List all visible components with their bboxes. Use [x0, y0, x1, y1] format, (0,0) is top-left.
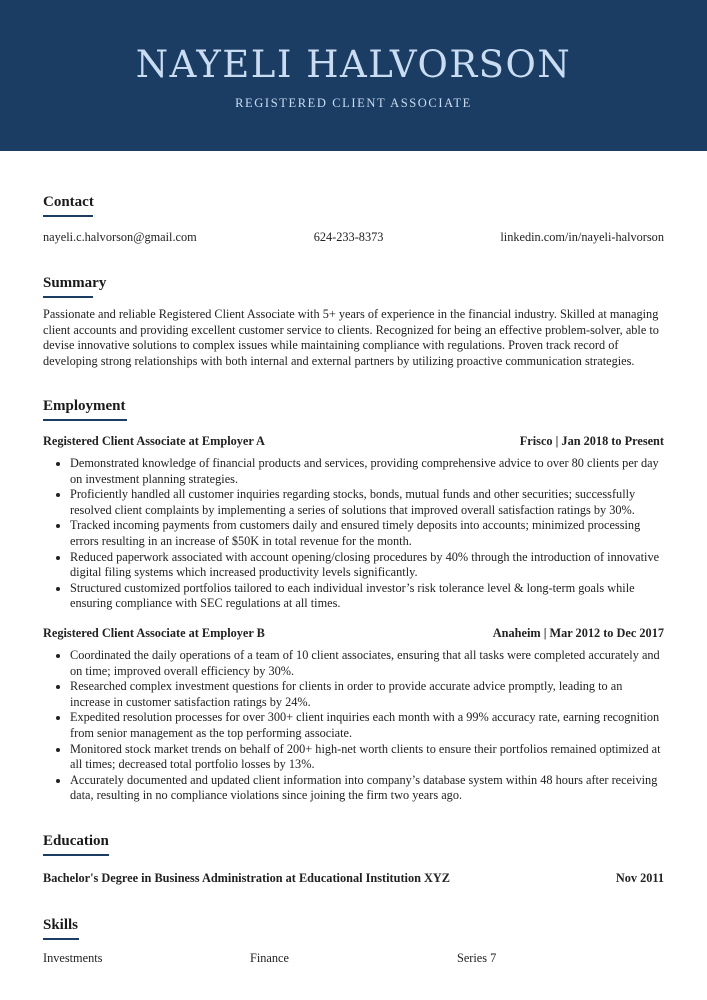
resume-header: [0, 0, 707, 151]
job-bullets: [43, 648, 664, 804]
skills-list: [43, 950, 664, 966]
education-degree: Bachelor's Degree in Business Administration at Educational Institution XYZ: [43, 870, 450, 885]
job-meta: Frisco | Jan 2018 to Present: [519, 434, 664, 448]
heading-underline: [43, 215, 93, 217]
section-heading-employment: Employment: [43, 398, 126, 414]
job-bullet: • Coordinated the daily operations of a team of 10 client associates, ensuring that all tasks were completed accurately and on time; improved overall efficiency by 30%.: [70, 648, 664, 679]
education-date: Nov 2011: [615, 870, 664, 885]
job-bullet: • Expedited resolution processes for over 300+ client inquiries each month with a 99% accuracy rate, earning recognition from senior management as the top performing associate.: [70, 710, 664, 741]
skill-item: Finance: [250, 950, 289, 965]
job-bullet: • Monitored stock market trends on behalf of 200+ high-net worth clients to ensure their portfolios remained optimized at all times; decreased total portfolio losses by 13%.: [70, 742, 664, 773]
contact-row: [43, 229, 664, 245]
heading-underline: [43, 938, 79, 940]
contact-phone[interactable]: 624-233-8373: [313, 230, 384, 244]
contact-linkedin[interactable]: linkedin.com/in/nayeli-halvorson: [500, 230, 664, 244]
education-entry: [43, 870, 664, 886]
skill-item: Investments: [43, 950, 103, 965]
candidate-name: NAYELI HALVORSON: [135, 43, 572, 86]
job-bullet: • Accurately documented and updated client information into company’s database system within 48 hours after receiving data, resulting in no compliance violations since joining the firm two years ago.: [70, 773, 664, 804]
job-header: [43, 433, 664, 449]
job-header: [43, 625, 664, 641]
job-entry: [43, 625, 664, 804]
job-bullet: • Proficiently handled all customer inquiries regarding stocks, bonds, mutual funds and other securities; successfully resolved client complaints by implementing a series of solutions that improved overall satisfaction ratings by 30%.: [70, 487, 664, 518]
job-bullet: • Tracked incoming payments from customers daily and ensured timely deposits into accounts; minimized processing errors resulting in an increase of $50K in total revenue for the month.: [70, 518, 664, 549]
heading-underline: [43, 854, 109, 856]
section-heading-contact: Contact: [43, 194, 94, 210]
education-section: [43, 832, 664, 886]
job-meta: Anaheim | Mar 2012 to Dec 2017: [492, 625, 664, 640]
section-heading-summary: Summary: [43, 275, 107, 291]
job-title: Registered Client Associate at Employer A: [43, 434, 265, 448]
job-entry: [43, 433, 664, 612]
job-bullet: • Researched complex investment questions for clients in order to provide accurate advice promptly, leading to an increase in customer satisfaction ratings by 24%.: [70, 679, 664, 710]
job-title: Registered Client Associate at Employer B: [43, 625, 265, 640]
heading-underline: [43, 296, 93, 298]
section-heading-skills: Skills: [43, 916, 79, 933]
skills-section: [43, 916, 664, 966]
job-bullet: • Reduced paperwork associated with account opening/closing procedures by 40% through the introduction of innovative digital filing systems which increased productivity levels significantly.: [70, 550, 664, 581]
job-bullet: • Demonstrated knowledge of financial products and services, providing comprehensive advice to over 80 clients per day on investment planning strategies.: [70, 456, 664, 487]
resume-body: [0, 193, 707, 966]
section-heading-education: Education: [43, 832, 109, 849]
employment-section: [43, 397, 664, 804]
contact-section: [43, 193, 664, 245]
summary-text: Passionate and reliable Registered Client Associate with 5+ years of experience in the financial industry. Skilled at managing client accounts and providing excellent customer service to clients. Recognized for being an effective problem-solver, able to devise innovative solutions to complex issues while maintaining compliance with regulations. Proven track record of developing strong relationships with both internal and external partners by utilizing proactive communication strategies.: [43, 307, 659, 368]
job-bullet: • Structured customized portfolios tailored to each individual investor’s risk tolerance level & long-term goals while ensuring compliance with SEC regulations at all times.: [70, 581, 664, 612]
job-bullets: [43, 456, 664, 612]
summary-section: [43, 274, 664, 369]
contact-email[interactable]: nayeli.c.halvorson@gmail.com: [43, 230, 197, 244]
candidate-title: REGISTERED CLIENT ASSOCIATE: [235, 96, 472, 110]
skill-item: Series 7: [457, 950, 497, 965]
heading-underline: [43, 419, 127, 421]
